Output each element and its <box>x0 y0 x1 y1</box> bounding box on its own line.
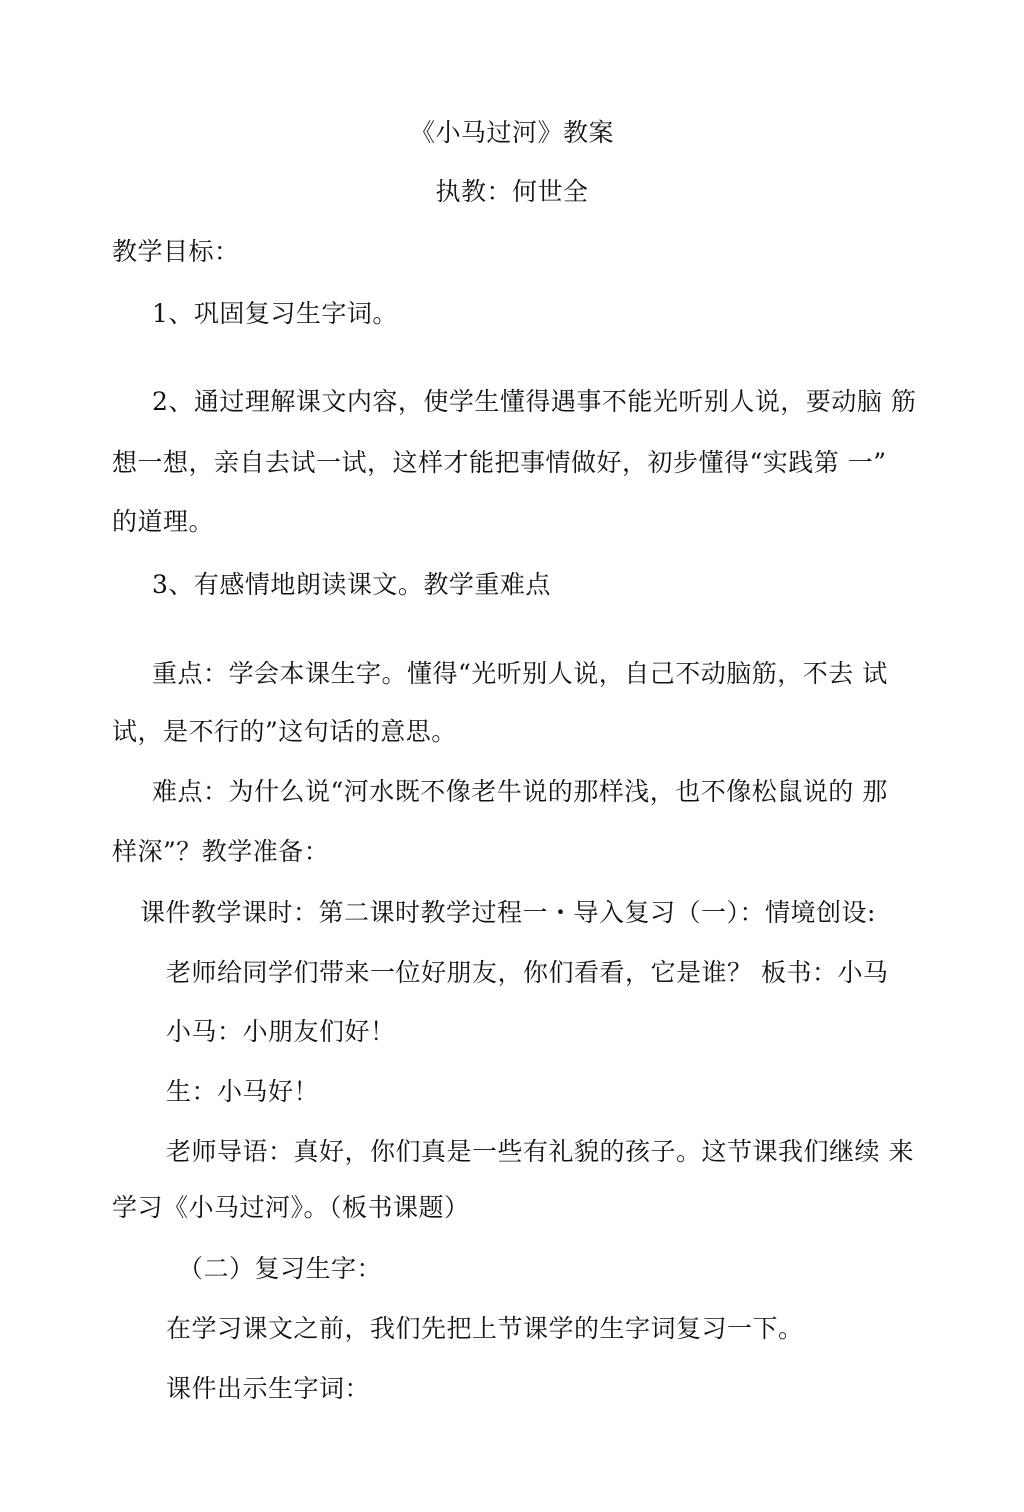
paragraph-line: 课件出示生字词： <box>166 1374 371 1403</box>
document-title: 《小马过河》教案 <box>409 118 614 147</box>
section-heading-objectives: 教学目标： <box>112 237 240 266</box>
paragraph-line: 试，是不行的”这句话的意思。 <box>112 717 457 746</box>
paragraph-line: 3、有感情地朗读课文。教学重难点 <box>152 570 551 599</box>
paragraph-line: 学习《小马过河》。（板书课题） <box>112 1193 470 1222</box>
paragraph-line: 小马：小朋友们好！ <box>166 1017 396 1046</box>
paragraph-line: 老师导语：真好，你们真是一些有礼貌的孩子。这节课我们继续 来 <box>166 1137 914 1166</box>
paragraph-line: 1、巩固复习生字词。 <box>152 299 398 328</box>
paragraph-line: 重点：学会本课生字。懂得“光听别人说，自己不动脑筋，不去 试 <box>152 659 888 688</box>
paragraph-line: 生：小马好！ <box>166 1077 320 1106</box>
paragraph-line: 难点：为什么说“河水既不像老牛说的那样浅，也不像松鼠说的 那 <box>152 777 888 806</box>
paragraph-line: 样深”？教学准备： <box>112 837 330 866</box>
paragraph-line: 课件教学课时：第二课时教学过程一・导入复习（一）：情境创设: <box>140 898 876 927</box>
paragraph-line: 在学习课文之前，我们先把上节课学的生字词复习一下。 <box>166 1314 804 1343</box>
paragraph-line: 2、通过理解课文内容，使学生懂得遇事不能光听别人说，要动脑 筋 <box>152 387 917 416</box>
document-author: 执教：何世全 <box>435 177 589 206</box>
paragraph-line: 的道理。 <box>112 507 215 536</box>
paragraph-line: 想一想，亲自去试一试，这样才能把事情做好，初步懂得“实践第 一” <box>112 448 887 477</box>
paragraph-line: 老师给同学们带来一位好朋友，你们看看，它是谁？ 板书：小马 <box>166 958 889 987</box>
section-heading-review: （二）复习生字： <box>178 1254 383 1283</box>
